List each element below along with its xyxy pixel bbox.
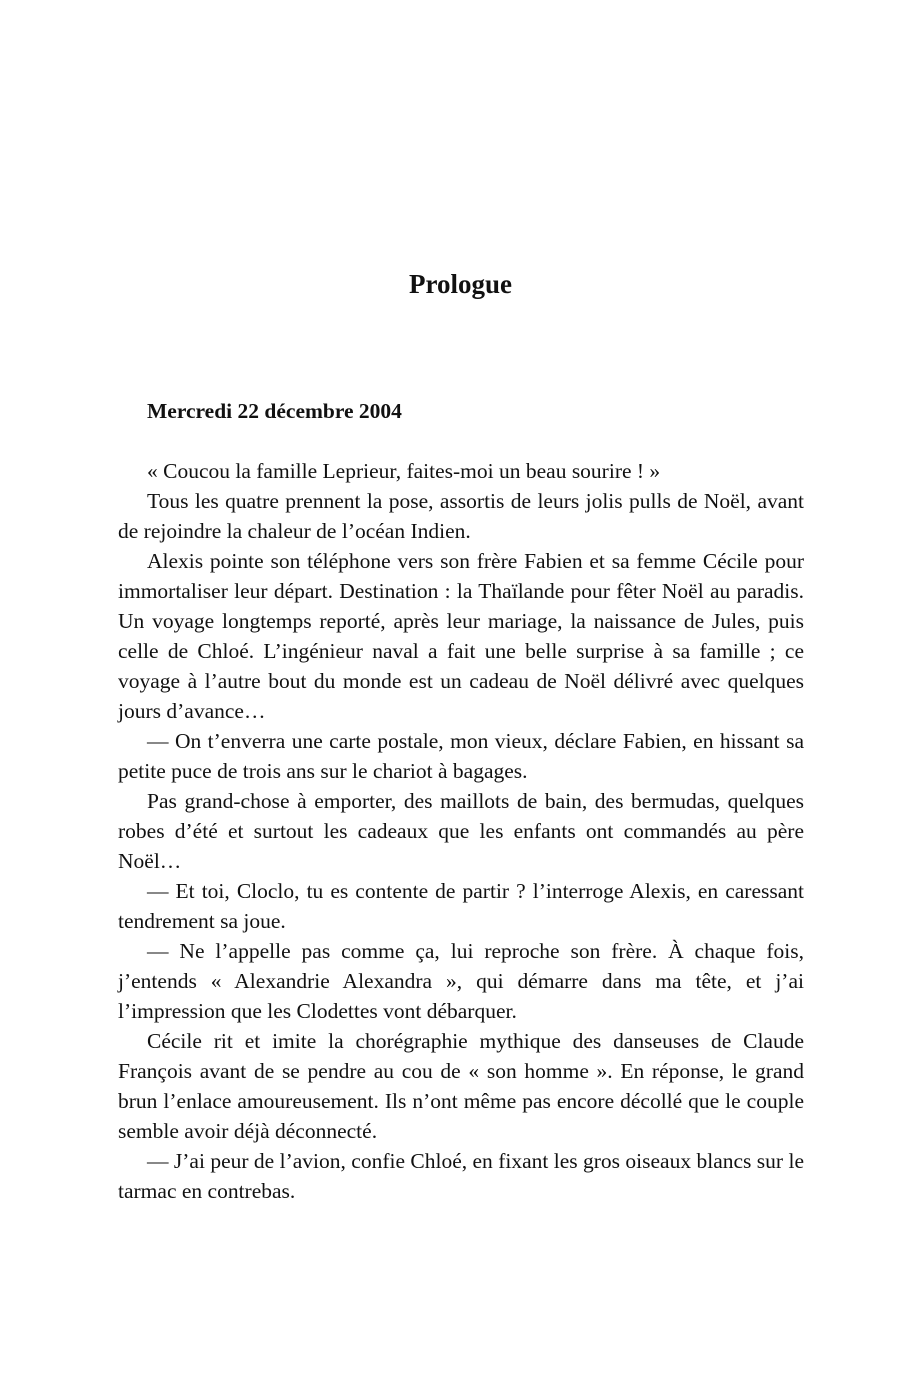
- paragraph: — J’ai peur de l’avion, confie Chloé, en fixant les gros oiseaux blancs sur le tarmac en contrebas.: [118, 1149, 804, 1203]
- paragraph: — On t’enverra une carte postale, mon vieux, déclare Fabien, en hissant sa petite puce de trois ans sur le chariot à bagages.: [118, 729, 804, 783]
- chapter-title: Prologue: [409, 269, 512, 299]
- paragraph: — Ne l’appelle pas comme ça, lui reproche son frère. À chaque fois, j’entends « Alexandrie Alexandra », qui démarre dans ma tête, et j’ai l’impression que les Clodettes vont débarquer.: [118, 939, 804, 1023]
- paragraph: Cécile rit et imite la chorégraphie mythique des danseuses de Claude François avant de se pendre au cou de « son homme ». En réponse, le grand brun l’enlace amoureusement. Ils n’ont même pas encore décollé que le couple semble avoir déjà déconnecté.: [118, 1029, 804, 1143]
- date-heading: Mercredi 22 décembre 2004: [147, 399, 402, 423]
- paragraph: Pas grand-chose à emporter, des maillots de bain, des bermudas, quelques robes d’été et surtout les cadeaux que les enfants ont commandés au père Noël…: [118, 789, 804, 873]
- chapter-body: [118, 396, 804, 1206]
- paragraph: — Et toi, Cloclo, tu es contente de partir ? l’interroge Alexis, en caressant tendrement sa joue.: [118, 879, 804, 933]
- paragraph: Tous les quatre prennent la pose, assortis de leurs jolis pulls de Noël, avant de rejoindre la chaleur de l’océan Indien.: [118, 489, 804, 543]
- paragraph: « Coucou la famille Leprieur, faites-moi un beau sourire ! »: [147, 459, 661, 483]
- paragraph: Alexis pointe son téléphone vers son frère Fabien et sa femme Cécile pour immortaliser leur départ. Destination : la Thaïlande pour fêter Noël au paradis. Un voyage longtemps reporté, après leur mariage, la naissance de Jules, puis celle de Chloé. L’ingénieur naval a fait une belle surprise à sa famille ; ce voyage à l’autre bout du monde est un cadeau de Noël délivré avec quelques jours d’avance…: [118, 549, 804, 723]
